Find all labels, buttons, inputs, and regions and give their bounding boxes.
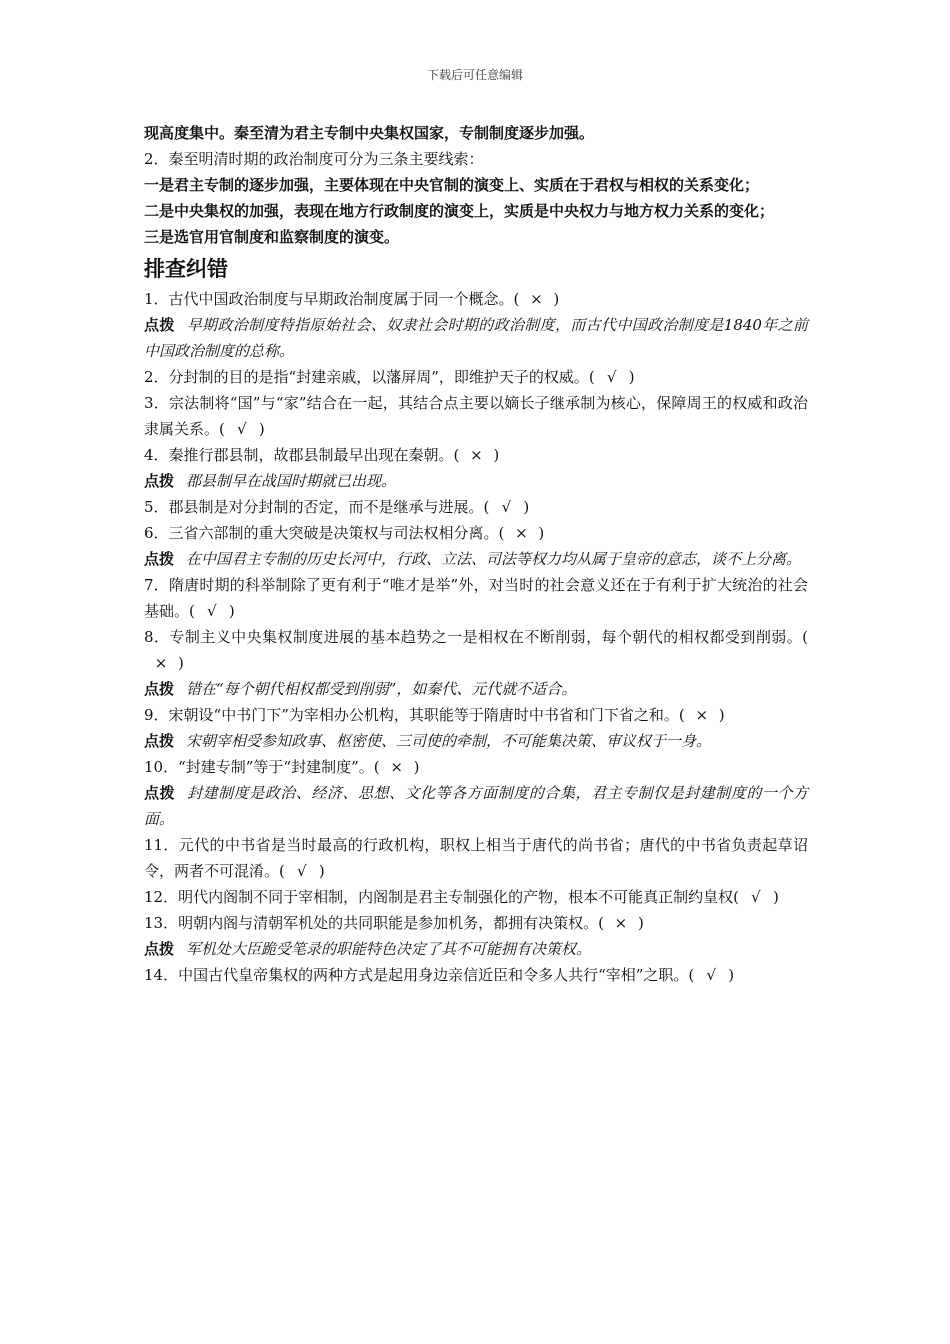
wrong-mark: × xyxy=(470,446,483,464)
page-header: 下载后可任意编辑 xyxy=(426,68,523,82)
intro-line: 二是中央集权的加强，表现在地方行政制度的演变上，实质是中央权力与地方权力关系的变化； xyxy=(144,202,775,220)
question-item xyxy=(144,884,808,910)
tip-text: 早期政治制度特指原始社会、奴隶社会时期的政治制度，而古代中国政治制度是1840年之前中国政治制度的总称。 xyxy=(144,316,808,360)
close-paren: ) xyxy=(538,524,545,542)
tip-note xyxy=(144,728,808,754)
wrong-mark: × xyxy=(614,914,628,932)
question-text: 3．宗法制将“国”与“家”结合在一起，其结合点主要以嫡长子继承制为核心，保障周王的权威和政治隶属关系。( xyxy=(144,394,808,438)
question-text: 6．三省六部制的重大突破是决策权与司法权相分离。( xyxy=(144,524,505,542)
question-item xyxy=(144,494,808,520)
tip-label: 点拨 xyxy=(144,940,175,958)
close-paren: ) xyxy=(228,602,235,620)
close-paren: ) xyxy=(718,706,725,724)
question-item xyxy=(144,832,808,884)
tip-label: 点拨 xyxy=(144,680,175,698)
question-text: 5．郡县制是对分封制的否定，而不是继承与进展。( xyxy=(144,498,490,516)
section-title: 排查纠错 xyxy=(144,257,228,281)
intro-section xyxy=(144,120,808,250)
correct-mark: √ xyxy=(207,602,217,620)
tip-note xyxy=(144,546,808,572)
question-text: 8．专制主义中央集权制度进展的基本趋势之一是相权在不断削弱，每个朝代的相权都受到削弱。( xyxy=(144,628,808,646)
correct-mark: √ xyxy=(297,862,307,880)
tip-note xyxy=(144,780,808,832)
intro-line: 2．秦至明清时期的政治制度可分为三条主要线索： xyxy=(144,150,484,168)
question-item xyxy=(144,962,808,988)
intro-line: 一是君主专制的逐步加强，主要体现在中央官制的演变上、实质在于君权与相权的关系变化； xyxy=(144,176,760,194)
tip-label: 点拨 xyxy=(144,316,175,334)
question-text: 12．明代内阁制不同于宰相制，内阁制是君主专制强化的产物，根本不可能真正制约皇权( xyxy=(144,888,739,906)
tip-text: 在中国君主专制的历史长河中，行政、立法、司法等权力均从属于皇帝的意志，谈不上分离。 xyxy=(186,550,802,568)
question-item xyxy=(144,364,808,390)
tip-text: 封建制度是政治、经济、思想、文化等各方面制度的合集，君主专制仅是封建制度的一个方面。 xyxy=(144,784,808,828)
correct-mark: √ xyxy=(606,368,617,386)
tip-label: 点拨 xyxy=(144,732,175,750)
correct-mark: √ xyxy=(751,888,761,906)
wrong-mark: × xyxy=(695,706,709,724)
tip-note xyxy=(144,676,808,702)
tip-text: 错在“每个朝代相权都受到削弱”，如秦代、元代就不适合。 xyxy=(186,680,577,698)
question-text: 14．中国古代皇帝集权的两种方式是起用身边亲信近臣和令多人共行“宰相”之职。( xyxy=(144,966,695,984)
close-paren: ) xyxy=(628,368,635,386)
wrong-mark: × xyxy=(154,654,168,672)
question-text: 1．古代中国政治制度与早期政治制度属于同一个概念。( xyxy=(144,290,520,308)
question-text: 9．宋朝设“中书门下”为宰相办公机构，其职能等于隋唐时中书省和门下省之和。( xyxy=(144,706,685,724)
close-paren: ) xyxy=(258,420,265,438)
question-text: 11．元代的中书省是当时最高的行政机构，职权上相当于唐代的尚书省；唐代的中书省负责起草诏令，两者不可混淆。( xyxy=(144,836,808,880)
question-text: 2．分封制的目的是指“封建亲戚，以藩屏周”，即维护天子的权威。( xyxy=(144,368,595,386)
close-paren: ) xyxy=(772,888,779,906)
document-body xyxy=(144,120,808,988)
tip-note xyxy=(144,312,808,364)
tip-text: 郡县制早在战国时期就已出现。 xyxy=(186,472,397,490)
question-text: 4．秦推行郡县制，故郡县制最早出现在秦朝。( xyxy=(144,446,460,464)
close-paren: ) xyxy=(413,758,420,776)
wrong-mark: × xyxy=(390,758,403,776)
correct-mark: √ xyxy=(706,966,717,984)
question-item xyxy=(144,572,808,624)
tip-text: 宋朝宰相受参知政事、枢密使、三司使的牵制，不可能集决策、审议权于一身。 xyxy=(186,732,712,750)
question-text: 7．隋唐时期的科举制除了更有利于“唯才是举”外，对当时的社会意义还在于有利于扩大统治的社会基础。( xyxy=(144,576,808,620)
close-paren: ) xyxy=(728,966,735,984)
tip-note xyxy=(144,936,808,962)
question-item xyxy=(144,754,808,780)
question-text: 10．“封建专制”等于“封建制度”。( xyxy=(144,758,380,776)
question-item xyxy=(144,910,808,936)
close-paren: ) xyxy=(553,290,560,308)
tip-label: 点拨 xyxy=(144,472,175,490)
question-item xyxy=(144,286,808,312)
tip-note xyxy=(144,468,808,494)
question-item xyxy=(144,390,808,442)
wrong-mark: × xyxy=(530,290,543,308)
intro-line: 三是选官用官制度和监察制度的演变。 xyxy=(144,228,400,246)
close-paren: ) xyxy=(637,914,644,932)
correct-mark: √ xyxy=(237,420,247,438)
close-paren: ) xyxy=(178,654,184,672)
question-text: 13．明朝内阁与清朝军机处的共同职能是参加机务，都拥有决策权。( xyxy=(144,914,604,932)
question-item xyxy=(144,520,808,546)
tip-text: 军机处大臣跪受笔录的职能特色决定了其不可能拥有决策权。 xyxy=(186,940,592,958)
wrong-mark: × xyxy=(515,524,528,542)
question-item xyxy=(144,442,808,468)
intro-line: 现高度集中。秦至清为君主专制中央集权国家，专制制度逐步加强。 xyxy=(144,124,595,142)
question-item xyxy=(144,624,808,676)
correct-mark: √ xyxy=(501,498,512,516)
question-list xyxy=(144,286,808,988)
tip-label: 点拨 xyxy=(144,550,175,568)
close-paren: ) xyxy=(318,862,325,880)
close-paren: ) xyxy=(493,446,500,464)
tip-label: 点拨 xyxy=(144,784,176,802)
close-paren: ) xyxy=(523,498,530,516)
question-item xyxy=(144,702,808,728)
